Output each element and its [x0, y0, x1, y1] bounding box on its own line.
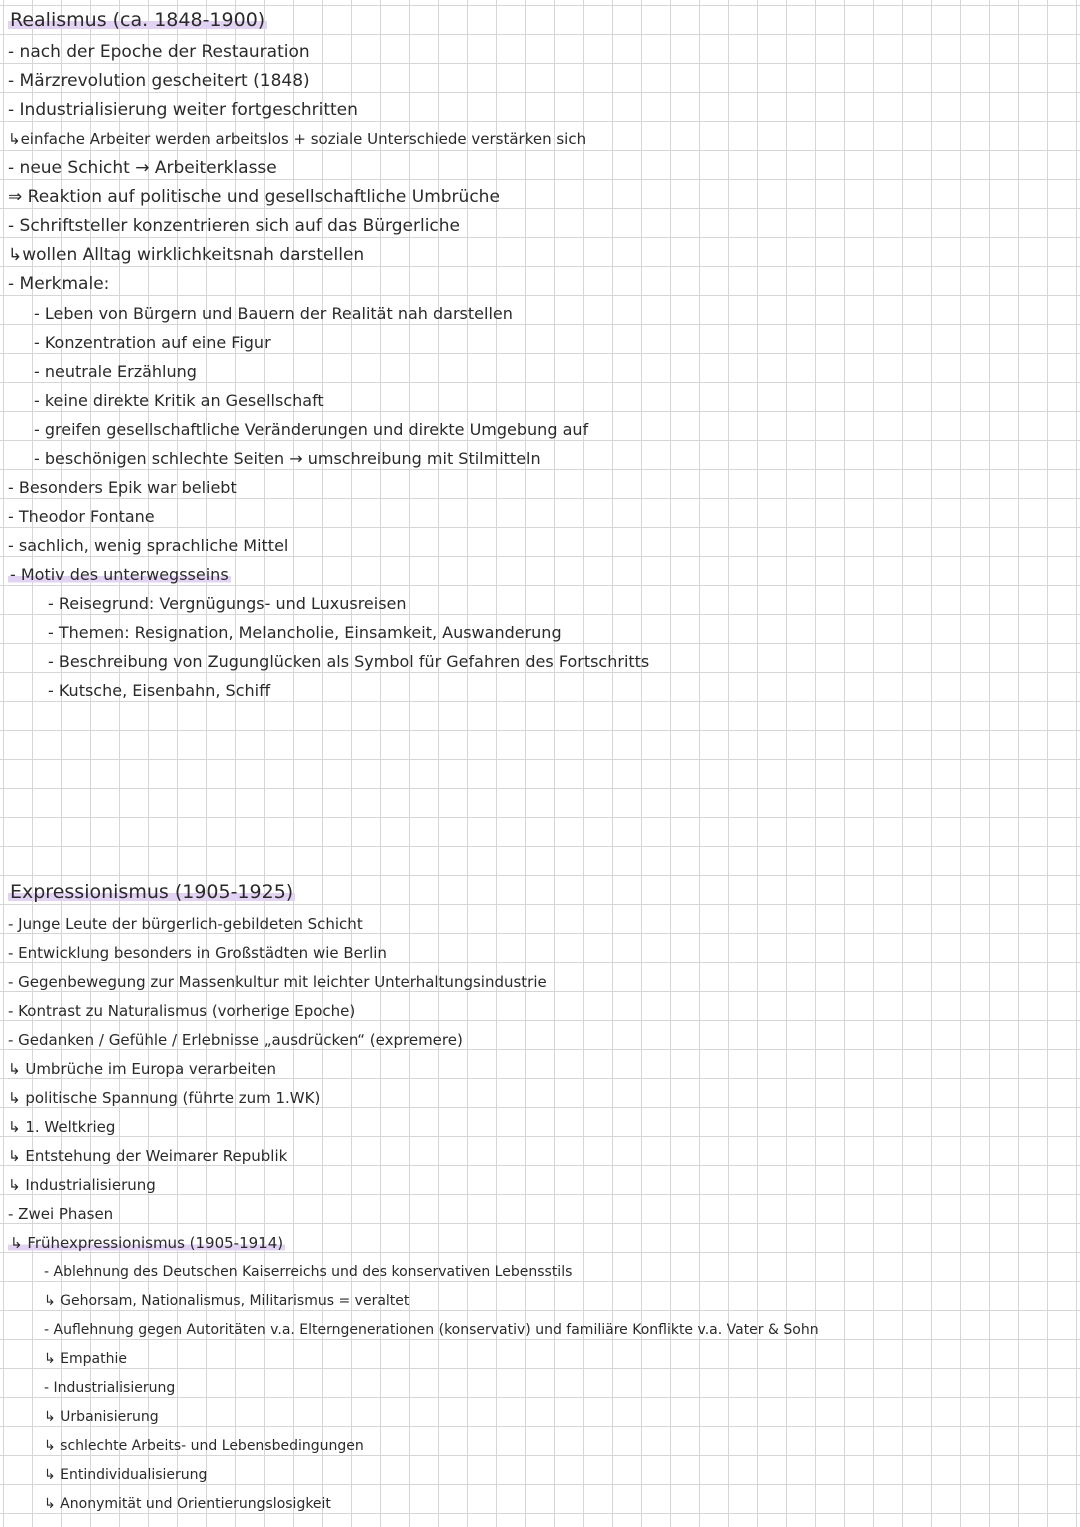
merkmal-item: - beschönigen schlechte Seiten → umschreibung mit Stilmitteln [34, 449, 541, 468]
title-dates: (ca. 1848-1900) [112, 9, 266, 31]
merkmal-item: - Leben von Bürgern und Bauern der Realität nah darstellen [34, 304, 513, 323]
note-line: - neue Schicht → Arbeiterklasse [8, 158, 277, 178]
note-line: ↳ Entstehung der Weimarer Republik [8, 1147, 288, 1165]
note-line: - sachlich, wenig sprachliche Mittel [8, 536, 289, 555]
title-dates: (1905-1925) [174, 881, 294, 903]
note-line: - Kontrast zu Naturalismus (vorherige Epoche) [8, 1002, 356, 1020]
frueh-item: - Auflehnung gegen Autoritäten v.a. Elterngenerationen (konservativ) und familiäre Konflikte v.a. Vater & Sohn [44, 1322, 819, 1338]
note-line: - Theodor Fontane [8, 507, 155, 526]
motiv-item: - Beschreibung von Zugunglücken als Symbol für Gefahren des Fortschritts [48, 652, 650, 671]
motiv-item: - Themen: Resignation, Melancholie, Einsamkeit, Auswanderung [48, 623, 562, 642]
merkmal-item: - keine direkte Kritik an Gesellschaft [34, 391, 324, 410]
note-line: ↳ Umbrüche im Europa verarbeiten [8, 1060, 277, 1078]
motiv-heading [8, 560, 231, 589]
note-line: - Entwicklung besonders in Großstädten wie Berlin [8, 944, 387, 962]
frueh-item: - Ablehnung des Deutschen Kaiserreichs und des konservativen Lebensstils [44, 1264, 573, 1280]
note-line: ↳ 1. Weltkrieg [8, 1118, 116, 1136]
title-text: Realismus [10, 9, 107, 31]
frueh-item: ↳ Urbanisierung [44, 1409, 159, 1425]
note-line: - Zwei Phasen [8, 1205, 114, 1223]
section-title [8, 6, 267, 35]
merkmale-label: - Merkmale: [8, 274, 110, 294]
note-line: - Junge Leute der bürgerlich-gebildeten Schicht [8, 915, 363, 933]
frueh-item: ↳ Gehorsam, Nationalismus, Militarismus = veraltet [44, 1293, 410, 1309]
note-line: ↳wollen Alltag wirklichkeitsnah darstellen [8, 245, 365, 265]
note-line: - Besonders Epik war beliebt [8, 478, 237, 497]
frueh-item: ↳ Entindividualisierung [44, 1467, 208, 1483]
merkmal-item: - neutrale Erzählung [34, 362, 197, 381]
note-line: ↳einfache Arbeiter werden arbeitslos + soziale Unterschiede verstärken sich [8, 130, 587, 148]
note-line: ↳ Industrialisierung [8, 1176, 156, 1194]
title-highlight [8, 881, 295, 903]
note-line: - nach der Epoche der Restauration [8, 42, 310, 62]
frueh-item: - Industrialisierung [44, 1380, 176, 1396]
frueh-heading [8, 1229, 285, 1258]
frueh-label: ↳ Frühexpressionismus (1905-1914) [10, 1234, 284, 1252]
motiv-item: - Reisegrund: Vergnügungs- und Luxusreisen [48, 594, 407, 613]
note-line: - Märzrevolution gescheitert (1848) [8, 71, 310, 91]
note-line: - Industrialisierung weiter fortgeschritten [8, 100, 358, 120]
merkmal-item: - greifen gesellschaftliche Veränderungen und direkte Umgebung auf [34, 420, 589, 439]
merkmale-heading [8, 270, 109, 299]
note-line: ↳ politische Spannung (führte zum 1.WK) [8, 1089, 321, 1107]
motiv-label: - Motiv des unterwegsseins [10, 565, 229, 584]
frueh-item: ↳ Anonymität und Orientierungslosigkeit [44, 1496, 331, 1512]
section-title [8, 878, 295, 907]
note-line: - Schriftsteller konzentrieren sich auf das Bürgerliche [8, 216, 461, 236]
merkmal-item: - Konzentration auf eine Figur [34, 333, 271, 352]
frueh-item: ↳ Empathie [44, 1351, 127, 1367]
motiv-item: - Kutsche, Eisenbahn, Schiff [48, 681, 271, 700]
note-line: - Gedanken / Gefühle / Erlebnisse „ausdrücken“ (expremere) [8, 1031, 463, 1049]
title-text: Expressionismus [10, 881, 169, 903]
note-line: - Gegenbewegung zur Massenkultur mit leichter Unterhaltungsindustrie [8, 973, 547, 991]
frueh-item: ↳ schlechte Arbeits- und Lebensbedingungen [44, 1438, 364, 1454]
note-line: ⇒ Reaktion auf politische und gesellschaftliche Umbrüche [8, 187, 500, 207]
title-highlight [8, 9, 267, 31]
